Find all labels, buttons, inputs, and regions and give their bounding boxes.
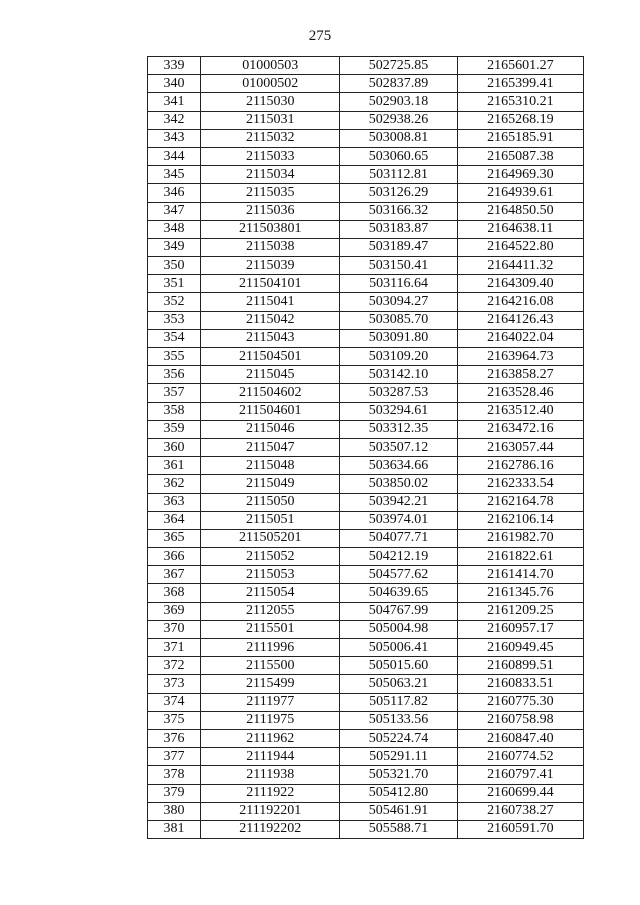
point-id-cell: 211192202 [201,820,340,838]
row-number-cell: 362 [148,475,201,493]
row-number-cell: 347 [148,202,201,220]
y-coordinate-cell: 2163057.44 [457,438,583,456]
row-number-cell: 380 [148,802,201,820]
table-row [148,238,584,256]
table-row [148,366,584,384]
y-coordinate-cell: 2164850.50 [457,202,583,220]
x-coordinate-cell: 503507.12 [340,438,457,456]
table-row [148,129,584,147]
x-coordinate-cell: 503287.53 [340,384,457,402]
row-number-cell: 376 [148,729,201,747]
row-number-cell: 356 [148,366,201,384]
y-coordinate-cell: 2165399.41 [457,75,583,93]
point-id-cell: 211504602 [201,384,340,402]
y-coordinate-cell: 2163858.27 [457,366,583,384]
y-coordinate-cell: 2161822.61 [457,548,583,566]
x-coordinate-cell: 503850.02 [340,475,457,493]
point-id-cell: 2115499 [201,675,340,693]
y-coordinate-cell: 2165185.91 [457,129,583,147]
y-coordinate-cell: 2164022.04 [457,329,583,347]
x-coordinate-cell: 503109.20 [340,348,457,366]
x-coordinate-cell: 503112.81 [340,166,457,184]
table-row [148,166,584,184]
y-coordinate-cell: 2163472.16 [457,420,583,438]
y-coordinate-cell: 2160738.27 [457,802,583,820]
point-id-cell: 2115043 [201,329,340,347]
table-row [148,602,584,620]
point-id-cell: 2115050 [201,493,340,511]
point-id-cell: 211505201 [201,529,340,547]
table-row [148,475,584,493]
table-row [148,548,584,566]
x-coordinate-cell: 505224.74 [340,729,457,747]
y-coordinate-cell: 2164216.08 [457,293,583,311]
y-coordinate-cell: 2162333.54 [457,475,583,493]
point-id-cell: 2115049 [201,475,340,493]
x-coordinate-cell: 505291.11 [340,748,457,766]
table-row [148,639,584,657]
row-number-cell: 350 [148,257,201,275]
x-coordinate-cell: 505321.70 [340,766,457,784]
point-id-cell: 211504101 [201,275,340,293]
y-coordinate-cell: 2164969.30 [457,166,583,184]
table-row [148,511,584,529]
x-coordinate-cell: 505015.60 [340,657,457,675]
x-coordinate-cell: 505412.80 [340,784,457,802]
table-row [148,293,584,311]
point-id-cell: 2115039 [201,257,340,275]
row-number-cell: 360 [148,438,201,456]
point-id-cell: 2111996 [201,639,340,657]
point-id-cell: 2115501 [201,620,340,638]
row-number-cell: 373 [148,675,201,693]
row-number-cell: 375 [148,711,201,729]
table-row [148,693,584,711]
coordinates-table-body [148,57,584,839]
y-coordinate-cell: 2163512.40 [457,402,583,420]
point-id-cell: 2115034 [201,166,340,184]
point-id-cell: 2111938 [201,766,340,784]
table-row [148,75,584,93]
point-id-cell: 2115031 [201,111,340,129]
x-coordinate-cell: 503094.27 [340,293,457,311]
table-row [148,311,584,329]
point-id-cell: 2115035 [201,184,340,202]
x-coordinate-cell: 505133.56 [340,711,457,729]
table-row [148,529,584,547]
row-number-cell: 341 [148,93,201,111]
y-coordinate-cell: 2165268.19 [457,111,583,129]
table-row [148,111,584,129]
row-number-cell: 361 [148,457,201,475]
y-coordinate-cell: 2164411.32 [457,257,583,275]
table-row [148,748,584,766]
x-coordinate-cell: 505006.41 [340,639,457,657]
table-row [148,93,584,111]
row-number-cell: 343 [148,129,201,147]
y-coordinate-cell: 2160949.45 [457,639,583,657]
row-number-cell: 358 [148,402,201,420]
row-number-cell: 378 [148,766,201,784]
row-number-cell: 349 [148,238,201,256]
table-row [148,620,584,638]
row-number-cell: 348 [148,220,201,238]
point-id-cell: 2112055 [201,602,340,620]
point-id-cell: 2115046 [201,420,340,438]
x-coordinate-cell: 505063.21 [340,675,457,693]
y-coordinate-cell: 2164309.40 [457,275,583,293]
x-coordinate-cell: 503189.47 [340,238,457,256]
table-row [148,820,584,838]
point-id-cell: 2115030 [201,93,340,111]
y-coordinate-cell: 2164638.11 [457,220,583,238]
table-row [148,675,584,693]
x-coordinate-cell: 502903.18 [340,93,457,111]
point-id-cell: 211504601 [201,402,340,420]
y-coordinate-cell: 2164126.43 [457,311,583,329]
y-coordinate-cell: 2165310.21 [457,93,583,111]
table-row [148,220,584,238]
point-id-cell: 2115047 [201,438,340,456]
table-row [148,147,584,165]
point-id-cell: 2115054 [201,584,340,602]
y-coordinate-cell: 2160699.44 [457,784,583,802]
table-row [148,402,584,420]
x-coordinate-cell: 502938.26 [340,111,457,129]
y-coordinate-cell: 2165087.38 [457,147,583,165]
point-id-cell: 2111975 [201,711,340,729]
row-number-cell: 342 [148,111,201,129]
x-coordinate-cell: 503142.10 [340,366,457,384]
x-coordinate-cell: 503150.41 [340,257,457,275]
y-coordinate-cell: 2164939.61 [457,184,583,202]
row-number-cell: 371 [148,639,201,657]
y-coordinate-cell: 2160775.30 [457,693,583,711]
table-row [148,202,584,220]
table-row [148,457,584,475]
x-coordinate-cell: 503166.32 [340,202,457,220]
y-coordinate-cell: 2162106.14 [457,511,583,529]
y-coordinate-cell: 2160758.98 [457,711,583,729]
y-coordinate-cell: 2160957.17 [457,620,583,638]
table-row [148,420,584,438]
point-id-cell: 2115051 [201,511,340,529]
point-id-cell: 211504501 [201,348,340,366]
table-row [148,384,584,402]
row-number-cell: 352 [148,293,201,311]
y-coordinate-cell: 2164522.80 [457,238,583,256]
y-coordinate-cell: 2162164.78 [457,493,583,511]
y-coordinate-cell: 2161345.76 [457,584,583,602]
row-number-cell: 340 [148,75,201,93]
point-id-cell: 2115036 [201,202,340,220]
table-row [148,438,584,456]
x-coordinate-cell: 505004.98 [340,620,457,638]
table-row [148,784,584,802]
row-number-cell: 366 [148,548,201,566]
x-coordinate-cell: 503312.35 [340,420,457,438]
row-number-cell: 369 [148,602,201,620]
x-coordinate-cell: 504077.71 [340,529,457,547]
table-row [148,802,584,820]
coordinates-table [147,56,584,839]
table-row [148,493,584,511]
y-coordinate-cell: 2163964.73 [457,348,583,366]
table-row [148,766,584,784]
row-number-cell: 364 [148,511,201,529]
row-number-cell: 346 [148,184,201,202]
table-row [148,729,584,747]
x-coordinate-cell: 505588.71 [340,820,457,838]
x-coordinate-cell: 504639.65 [340,584,457,602]
y-coordinate-cell: 2160847.40 [457,729,583,747]
point-id-cell: 211192201 [201,802,340,820]
y-coordinate-cell: 2160797.41 [457,766,583,784]
y-coordinate-cell: 2160899.51 [457,657,583,675]
x-coordinate-cell: 503060.65 [340,147,457,165]
x-coordinate-cell: 505461.91 [340,802,457,820]
row-number-cell: 368 [148,584,201,602]
table-row [148,329,584,347]
x-coordinate-cell: 503294.61 [340,402,457,420]
x-coordinate-cell: 504577.62 [340,566,457,584]
point-id-cell: 211503801 [201,220,340,238]
point-id-cell: 2111962 [201,729,340,747]
point-id-cell: 2111977 [201,693,340,711]
point-id-cell: 2111944 [201,748,340,766]
x-coordinate-cell: 503634.66 [340,457,457,475]
row-number-cell: 381 [148,820,201,838]
y-coordinate-cell: 2161982.70 [457,529,583,547]
row-number-cell: 339 [148,57,201,75]
y-coordinate-cell: 2165601.27 [457,57,583,75]
row-number-cell: 353 [148,311,201,329]
point-id-cell: 2111922 [201,784,340,802]
point-id-cell: 2115042 [201,311,340,329]
point-id-cell: 2115041 [201,293,340,311]
row-number-cell: 354 [148,329,201,347]
page-number: 275 [308,28,332,44]
point-id-cell: 2115048 [201,457,340,475]
row-number-cell: 370 [148,620,201,638]
row-number-cell: 351 [148,275,201,293]
row-number-cell: 345 [148,166,201,184]
x-coordinate-cell: 504767.99 [340,602,457,620]
row-number-cell: 363 [148,493,201,511]
row-number-cell: 355 [148,348,201,366]
table-row [148,657,584,675]
row-number-cell: 374 [148,693,201,711]
point-id-cell: 2115038 [201,238,340,256]
point-id-cell: 2115033 [201,147,340,165]
x-coordinate-cell: 503008.81 [340,129,457,147]
y-coordinate-cell: 2160833.51 [457,675,583,693]
x-coordinate-cell: 503942.21 [340,493,457,511]
x-coordinate-cell: 503116.64 [340,275,457,293]
y-coordinate-cell: 2163528.46 [457,384,583,402]
y-coordinate-cell: 2161414.70 [457,566,583,584]
point-id-cell: 01000502 [201,75,340,93]
y-coordinate-cell: 2161209.25 [457,602,583,620]
row-number-cell: 367 [148,566,201,584]
table-row [148,57,584,75]
x-coordinate-cell: 503183.87 [340,220,457,238]
row-number-cell: 344 [148,147,201,165]
row-number-cell: 357 [148,384,201,402]
point-id-cell: 01000503 [201,57,340,75]
y-coordinate-cell: 2160591.70 [457,820,583,838]
table-row [148,257,584,275]
x-coordinate-cell: 503974.01 [340,511,457,529]
row-number-cell: 365 [148,529,201,547]
table-row [148,275,584,293]
y-coordinate-cell: 2162786.16 [457,457,583,475]
point-id-cell: 2115032 [201,129,340,147]
point-id-cell: 2115500 [201,657,340,675]
x-coordinate-cell: 504212.19 [340,548,457,566]
x-coordinate-cell: 503126.29 [340,184,457,202]
x-coordinate-cell: 503085.70 [340,311,457,329]
point-id-cell: 2115053 [201,566,340,584]
row-number-cell: 379 [148,784,201,802]
x-coordinate-cell: 503091.80 [340,329,457,347]
table-row [148,566,584,584]
table-row [148,584,584,602]
table-row [148,711,584,729]
row-number-cell: 377 [148,748,201,766]
table-row [148,184,584,202]
table-row [148,348,584,366]
x-coordinate-cell: 502725.85 [340,57,457,75]
point-id-cell: 2115052 [201,548,340,566]
point-id-cell: 2115045 [201,366,340,384]
row-number-cell: 359 [148,420,201,438]
x-coordinate-cell: 502837.89 [340,75,457,93]
y-coordinate-cell: 2160774.52 [457,748,583,766]
x-coordinate-cell: 505117.82 [340,693,457,711]
row-number-cell: 372 [148,657,201,675]
